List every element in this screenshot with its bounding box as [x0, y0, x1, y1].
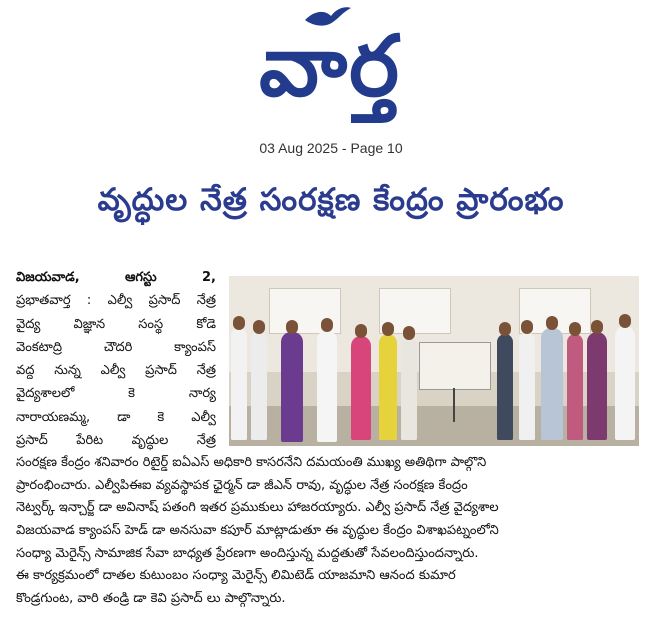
photo-person-head: [321, 318, 333, 332]
event-photo: [229, 276, 639, 446]
photo-person-head: [569, 322, 581, 336]
photo-person-head: [546, 316, 558, 330]
article-intro-column: [16, 266, 216, 452]
photo-person-head: [355, 324, 367, 338]
article-line: కొండ్రగుంట, వారి తండ్రి డా కెవి ప్రసాద్ లు పాల్గొన్నారు.: [16, 591, 286, 607]
article-line: వైద్యశాలలో కె నార్య: [16, 386, 216, 402]
article-line: వైద్య విజ్ఞాన సంస్థ కోడె: [16, 316, 216, 332]
newspaper-title: వార్త: [259, 17, 401, 115]
article-line: వద్ద నున్న ఎల్వీ ప్రసాద్ నేత్ర: [16, 363, 216, 379]
photo-person-head: [499, 322, 511, 336]
article-line: ప్రభాతవార్త : ఎల్వీ ప్రసాద్ నేత్ర: [16, 293, 216, 309]
photo-person: [519, 332, 535, 440]
photo-banner: [419, 342, 491, 390]
article-line: ప్రారంభించారు. ఎల్వీపిఈఐ వ్యవస్థాపక ఛైర్మన్ డా జీఎన్ రావు, వృద్ధుల నేత్ర సంరక్షణ కేంద్రం: [16, 477, 468, 493]
photo-person: [379, 334, 397, 440]
photo-person-head: [233, 316, 245, 330]
photo-person-head: [382, 322, 394, 336]
newspaper-logo: [205, 6, 455, 131]
photo-person: [281, 332, 303, 442]
article-line: ఈ కార్యక్రమంలో దాతల కుటుంబం సంధ్యా మెరైన్స్ లిమిటెడ్ యాజమాని ఆనంద కుమార: [16, 568, 456, 584]
photo-person: [615, 326, 635, 440]
photo-person: [567, 334, 583, 440]
page-title: వృద్ధుల నేత్ర సంరక్షణ కేంద్రం ప్రారంభం: [97, 182, 565, 218]
photo-banner-stand: [453, 388, 455, 422]
article-line: విజయవాడ, ఆగస్టు 2,: [16, 270, 216, 285]
article-full-width-text: [16, 452, 650, 611]
photo-person: [541, 328, 563, 440]
article-line: విజయవాడ క్యాంపస్ హెడ్ డా అనసువా కపూర్ మాట్లాడుతూ ఈ వృద్ధుల కేంద్రం విశాఖపట్నంలోని: [16, 523, 499, 539]
article-line: ప్రసాద్ పేరిట వృద్ధుల నేత్ర: [16, 433, 216, 449]
photo-person: [351, 336, 371, 440]
photo-person-head: [619, 314, 631, 328]
photo-person: [317, 330, 337, 442]
photo-person-head: [253, 320, 265, 334]
photo-person: [231, 328, 247, 440]
article-line: సంరక్షణ కేంద్రం శనివారం రిటైర్డ్ ఐఏఎస్ అధికారి కాసరనేని దమయంతి ముఖ్య అతిథిగా పాల్గొని: [16, 455, 487, 470]
photo-person-head: [403, 326, 415, 340]
article-line: సంధ్యా మెరైన్స్ సామాజిక సేవా బాధ్యత ప్రేరణగా అందిస్తున్న మద్దతుతో సేవలందిస్తుందన్నారు.: [16, 545, 479, 561]
article-line: నారాయణమ్మ, డా కె ఎల్వీ: [16, 409, 216, 425]
photo-person: [497, 334, 513, 440]
photo-person: [401, 338, 417, 440]
photo-person: [587, 332, 607, 440]
masthead: [0, 0, 662, 135]
photo-person: [251, 332, 267, 440]
photo-person-head: [521, 320, 533, 334]
photo-person-head: [591, 320, 603, 334]
article-line: నెట్వర్క్ ఇన్చార్జ్ డా అవినాష్ పతంగి ఇతర ప్రముకులు హాజరయ్యారు. ఎల్వీ ప్రసాద్ నేత్ర వైద్యశాల: [16, 500, 499, 516]
dateline: 03 Aug 2025 - Page 10: [259, 140, 403, 156]
article-line: వెంకటాద్రి చౌదరి క్యాంపస్: [16, 339, 216, 355]
photo-person-head: [286, 320, 298, 334]
